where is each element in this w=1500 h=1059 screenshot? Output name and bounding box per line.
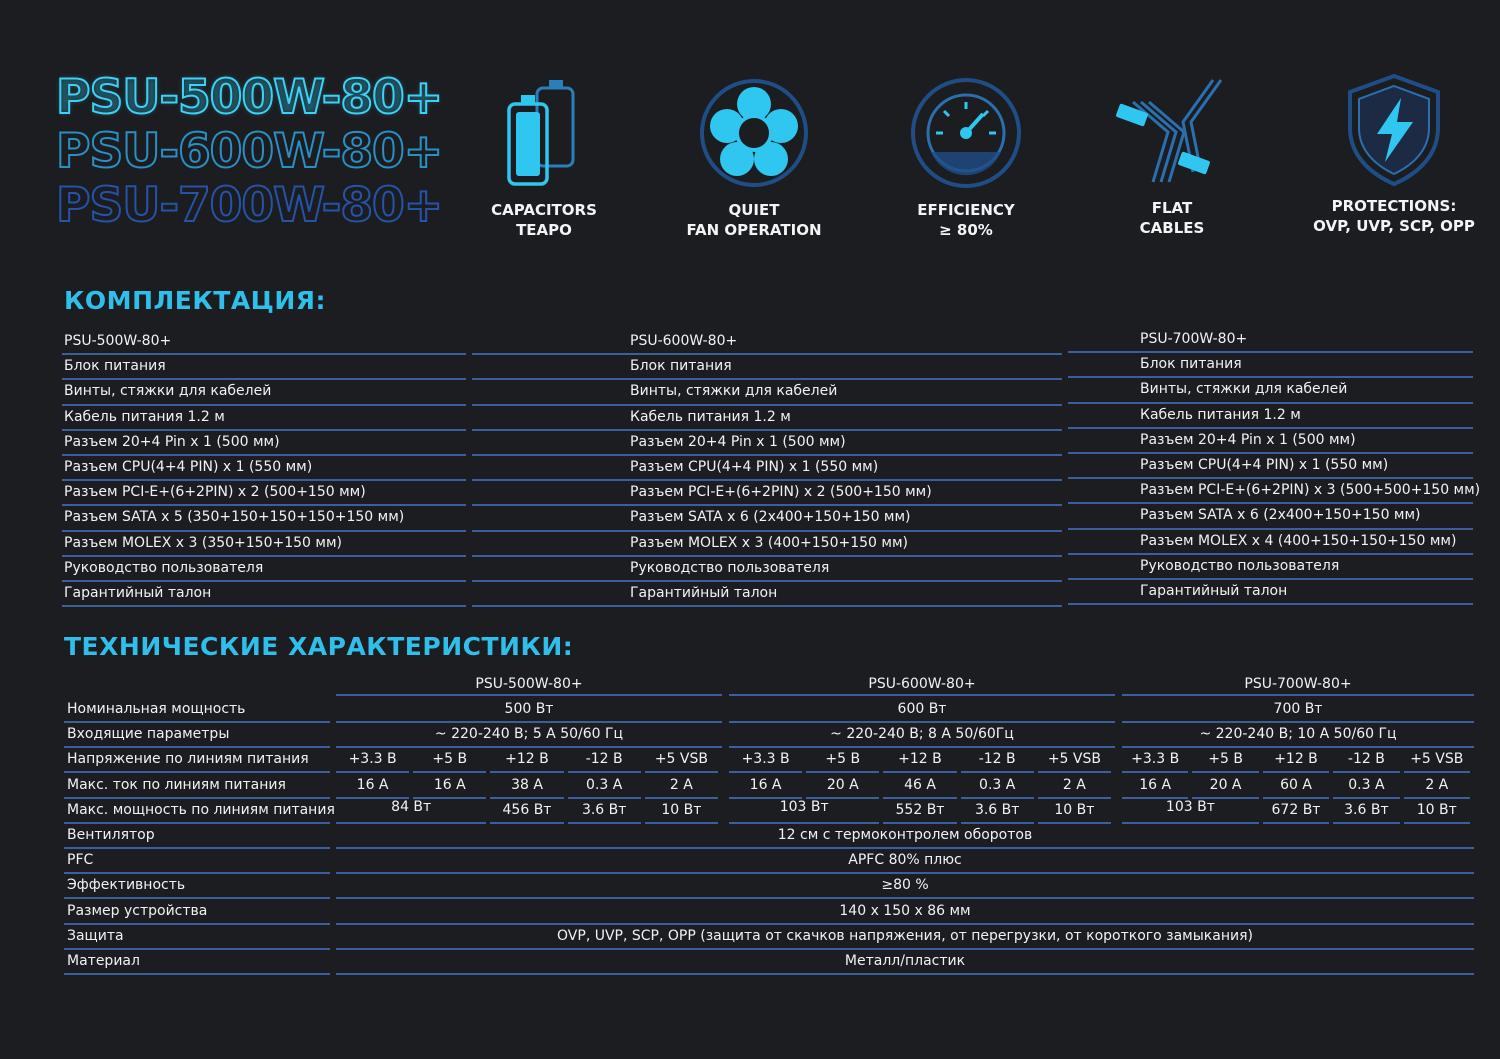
kit-item: Разъем 20+4 Pin x 1 (500 мм) xyxy=(62,431,466,456)
spec-power-value: 700 Вт xyxy=(1122,698,1474,723)
spec-label-protection: Защита xyxy=(64,925,330,950)
capacitors-icon xyxy=(499,74,589,192)
kit-item: Разъем PCI-E+(6+2PIN) x 2 (500+150 мм) xyxy=(472,481,1062,506)
kit-item: Винты, стяжки для кабелей xyxy=(62,380,466,405)
spec-rail-current: 16 А xyxy=(1122,774,1188,799)
spec-model-header: PSU-700W-80+ xyxy=(1122,674,1474,696)
spec-rail-power-combined: 103 Вт xyxy=(729,799,879,824)
kit-item: Разъем CPU(4+4 PIN) x 1 (550 мм) xyxy=(472,456,1062,481)
spec-rail-name: +5 В xyxy=(1192,748,1258,773)
spec-shared-pfc: APFC 80% плюс xyxy=(336,849,1474,874)
kit-column-700w xyxy=(1068,328,1481,605)
spec-rail-current: 16 А xyxy=(336,774,409,799)
spec-rail-current: 0.3 А xyxy=(568,774,641,799)
fan-icon xyxy=(695,74,813,192)
spec-rail-power-combined: 84 Вт xyxy=(336,799,486,824)
spec-shared-protection: OVP, UVP, SCP, OPP (защита от скачков напряжения, от перегрузки, от короткого замыкания) xyxy=(336,925,1474,950)
kit-item: Кабель питания 1.2 м xyxy=(62,406,466,431)
spec-label-rail_power: Макс. мощность по линиям питания xyxy=(64,799,330,824)
spec-rail-power: 552 Вт xyxy=(883,799,956,824)
spec-rail-name: +5 VSB xyxy=(645,748,718,773)
spec-rail-name: +12 В xyxy=(1263,748,1329,773)
spec-rail-current: 20 А xyxy=(1192,774,1258,799)
kit-item: Гарантийный талон xyxy=(62,582,466,607)
feature-efficiency xyxy=(866,74,1066,240)
flat-cable-icon xyxy=(1113,72,1231,190)
spec-rail-name: -12 В xyxy=(1333,748,1399,773)
spec-rail-power: 456 Вт xyxy=(490,799,563,824)
kit-item: Винты, стяжки для кабелей xyxy=(1068,378,1473,403)
spec-label-material: Материал xyxy=(64,950,330,975)
kit-column-600w xyxy=(472,330,1062,607)
spec-input-value: ~ 220-240 В; 5 А 50/60 Гц xyxy=(336,723,722,748)
spec-rail-power: 3.6 Вт xyxy=(961,799,1034,824)
feature-label: PROTECTIONS: OVP, UVP, SCP, OPP xyxy=(1313,197,1475,235)
kit-item: Разъем SATA x 6 (2x400+150+150 мм) xyxy=(472,506,1062,531)
model-title-500w: PSU-500W-80+ xyxy=(56,70,443,125)
spec-rail-name: -12 В xyxy=(568,748,641,773)
kit-item: Руководство пользователя xyxy=(62,557,466,582)
feature-capacitors xyxy=(444,74,644,240)
spec-rail-power: 10 Вт xyxy=(645,799,718,824)
spec-rail-power: 3.6 Вт xyxy=(568,799,641,824)
kit-item: Блок питания xyxy=(1068,353,1473,378)
spec-rail-power: 672 Вт xyxy=(1263,799,1329,824)
kit-item: Разъем CPU(4+4 PIN) x 1 (550 мм) xyxy=(62,456,466,481)
feature-label: EFFICIENCY ≥ 80% xyxy=(917,201,1015,239)
kit-item: Разъем PCI-E+(6+2PIN) x 3 (500+500+150 мм) xyxy=(1068,479,1473,504)
spec-rail-current: 46 А xyxy=(883,774,956,799)
kit-item: Разъем 20+4 Pin x 1 (500 мм) xyxy=(1068,429,1473,454)
kit-item: Разъем CPU(4+4 PIN) x 1 (550 мм) xyxy=(1068,454,1473,479)
kit-item: Винты, стяжки для кабелей xyxy=(472,380,1062,405)
spec-rail-current: 2 А xyxy=(1404,774,1470,799)
feature-label: FLAT CABLES xyxy=(1139,199,1205,237)
spec-model-header: PSU-500W-80+ xyxy=(336,674,722,696)
kit-column-500w xyxy=(62,330,466,607)
feature-label: QUIET FAN OPERATION xyxy=(686,201,822,239)
spec-rail-current: 2 А xyxy=(645,774,718,799)
gauge-icon xyxy=(907,74,1025,192)
feature-protections xyxy=(1294,70,1494,236)
spec-shared-size: 140 х 150 х 86 мм xyxy=(336,900,1474,925)
spec-label-power: Номинальная мощность xyxy=(64,698,330,723)
kit-model-header: PSU-500W-80+ xyxy=(62,330,466,355)
spec-shared-fan: 12 см с термоконтролем оборотов xyxy=(336,824,1474,849)
spec-rail-current: 60 А xyxy=(1263,774,1329,799)
spec-rail-name: +3.3 В xyxy=(336,748,409,773)
spec-rail-name: +3.3 В xyxy=(729,748,802,773)
spec-rail-name: +5 В xyxy=(806,748,879,773)
spec-rail-current: 16 А xyxy=(413,774,486,799)
spec-input-value: ~ 220-240 В; 8 А 50/60Гц xyxy=(729,723,1115,748)
spec-power-value: 600 Вт xyxy=(729,698,1115,723)
kit-section-title: КОМПЛЕКТАЦИЯ: xyxy=(64,286,327,315)
spec-rail-current: 2 А xyxy=(1038,774,1111,799)
spec-rail-name: +5 VSB xyxy=(1404,748,1470,773)
spec-model-header: PSU-600W-80+ xyxy=(729,674,1115,696)
kit-item: Блок питания xyxy=(62,355,466,380)
specs-section-title: ТЕХНИЧЕСКИЕ ХАРАКТЕРИСТИКИ: xyxy=(64,632,574,661)
spec-power-value: 500 Вт xyxy=(336,698,722,723)
spec-rail-name: +3.3 В xyxy=(1122,748,1188,773)
spec-rail-current: 0.3 А xyxy=(1333,774,1399,799)
shield-bolt-icon xyxy=(1335,70,1453,188)
kit-item: Кабель питания 1.2 м xyxy=(1068,404,1473,429)
spec-label-size: Размер устройства xyxy=(64,900,330,925)
spec-label-voltage: Напряжение по линиям питания xyxy=(64,748,330,773)
spec-label-pfc: PFC xyxy=(64,849,330,874)
spec-label-efficiency: Эффективность xyxy=(64,874,330,899)
spec-label-current: Макс. ток по линиям питания xyxy=(64,774,330,799)
kit-item: Разъем SATA x 6 (2x400+150+150 мм) xyxy=(1068,504,1473,529)
kit-item: Разъем MOLEX x 4 (400+150+150+150 мм) xyxy=(1068,530,1473,555)
spec-rail-name: +12 В xyxy=(883,748,956,773)
kit-item: Кабель питания 1.2 м xyxy=(472,406,1062,431)
model-title-600w: PSU-600W-80+ xyxy=(56,124,443,179)
kit-item: Разъем 20+4 Pin x 1 (500 мм) xyxy=(472,431,1062,456)
spec-shared-material: Металл/пластик xyxy=(336,950,1474,975)
kit-item: Гарантийный талон xyxy=(472,582,1062,607)
kit-item: Руководство пользователя xyxy=(1068,555,1473,580)
feature-label: CAPACITORS TEAPO xyxy=(491,201,597,239)
spec-rail-name: +5 VSB xyxy=(1038,748,1111,773)
kit-item: Блок питания xyxy=(472,355,1062,380)
kit-item: Разъем PCI-E+(6+2PIN) x 2 (500+150 мм) xyxy=(62,481,466,506)
kit-item: Разъем MOLEX x 3 (350+150+150 мм) xyxy=(62,532,466,557)
spec-rail-power: 3.6 Вт xyxy=(1333,799,1399,824)
kit-item: Разъем MOLEX x 3 (400+150+150 мм) xyxy=(472,532,1062,557)
spec-rail-power-combined: 103 Вт xyxy=(1122,799,1259,824)
feature-quiet-fan xyxy=(654,74,854,240)
spec-rail-current: 16 А xyxy=(729,774,802,799)
spec-label-input: Входящие параметры xyxy=(64,723,330,748)
spec-rail-power: 10 Вт xyxy=(1404,799,1470,824)
model-title-700w: PSU-700W-80+ xyxy=(56,178,443,233)
spec-rail-current: 38 А xyxy=(490,774,563,799)
kit-item: Разъем SATA x 5 (350+150+150+150+150 мм) xyxy=(62,506,466,531)
kit-model-header: PSU-600W-80+ xyxy=(472,330,1062,355)
kit-model-header: PSU-700W-80+ xyxy=(1068,328,1473,353)
spec-rail-name: -12 В xyxy=(961,748,1034,773)
spec-input-value: ~ 220-240 В; 10 А 50/60 Гц xyxy=(1122,723,1474,748)
spec-rail-current: 20 А xyxy=(806,774,879,799)
spec-rail-name: +5 В xyxy=(413,748,486,773)
spec-rail-current: 0.3 А xyxy=(961,774,1034,799)
spec-rail-power: 10 Вт xyxy=(1038,799,1111,824)
kit-item: Гарантийный талон xyxy=(1068,580,1473,605)
spec-shared-efficiency: ≥80 % xyxy=(336,874,1474,899)
spec-label-fan: Вентилятор xyxy=(64,824,330,849)
feature-flat-cables xyxy=(1072,72,1272,238)
spec-rail-name: +12 В xyxy=(490,748,563,773)
kit-item: Руководство пользователя xyxy=(472,557,1062,582)
